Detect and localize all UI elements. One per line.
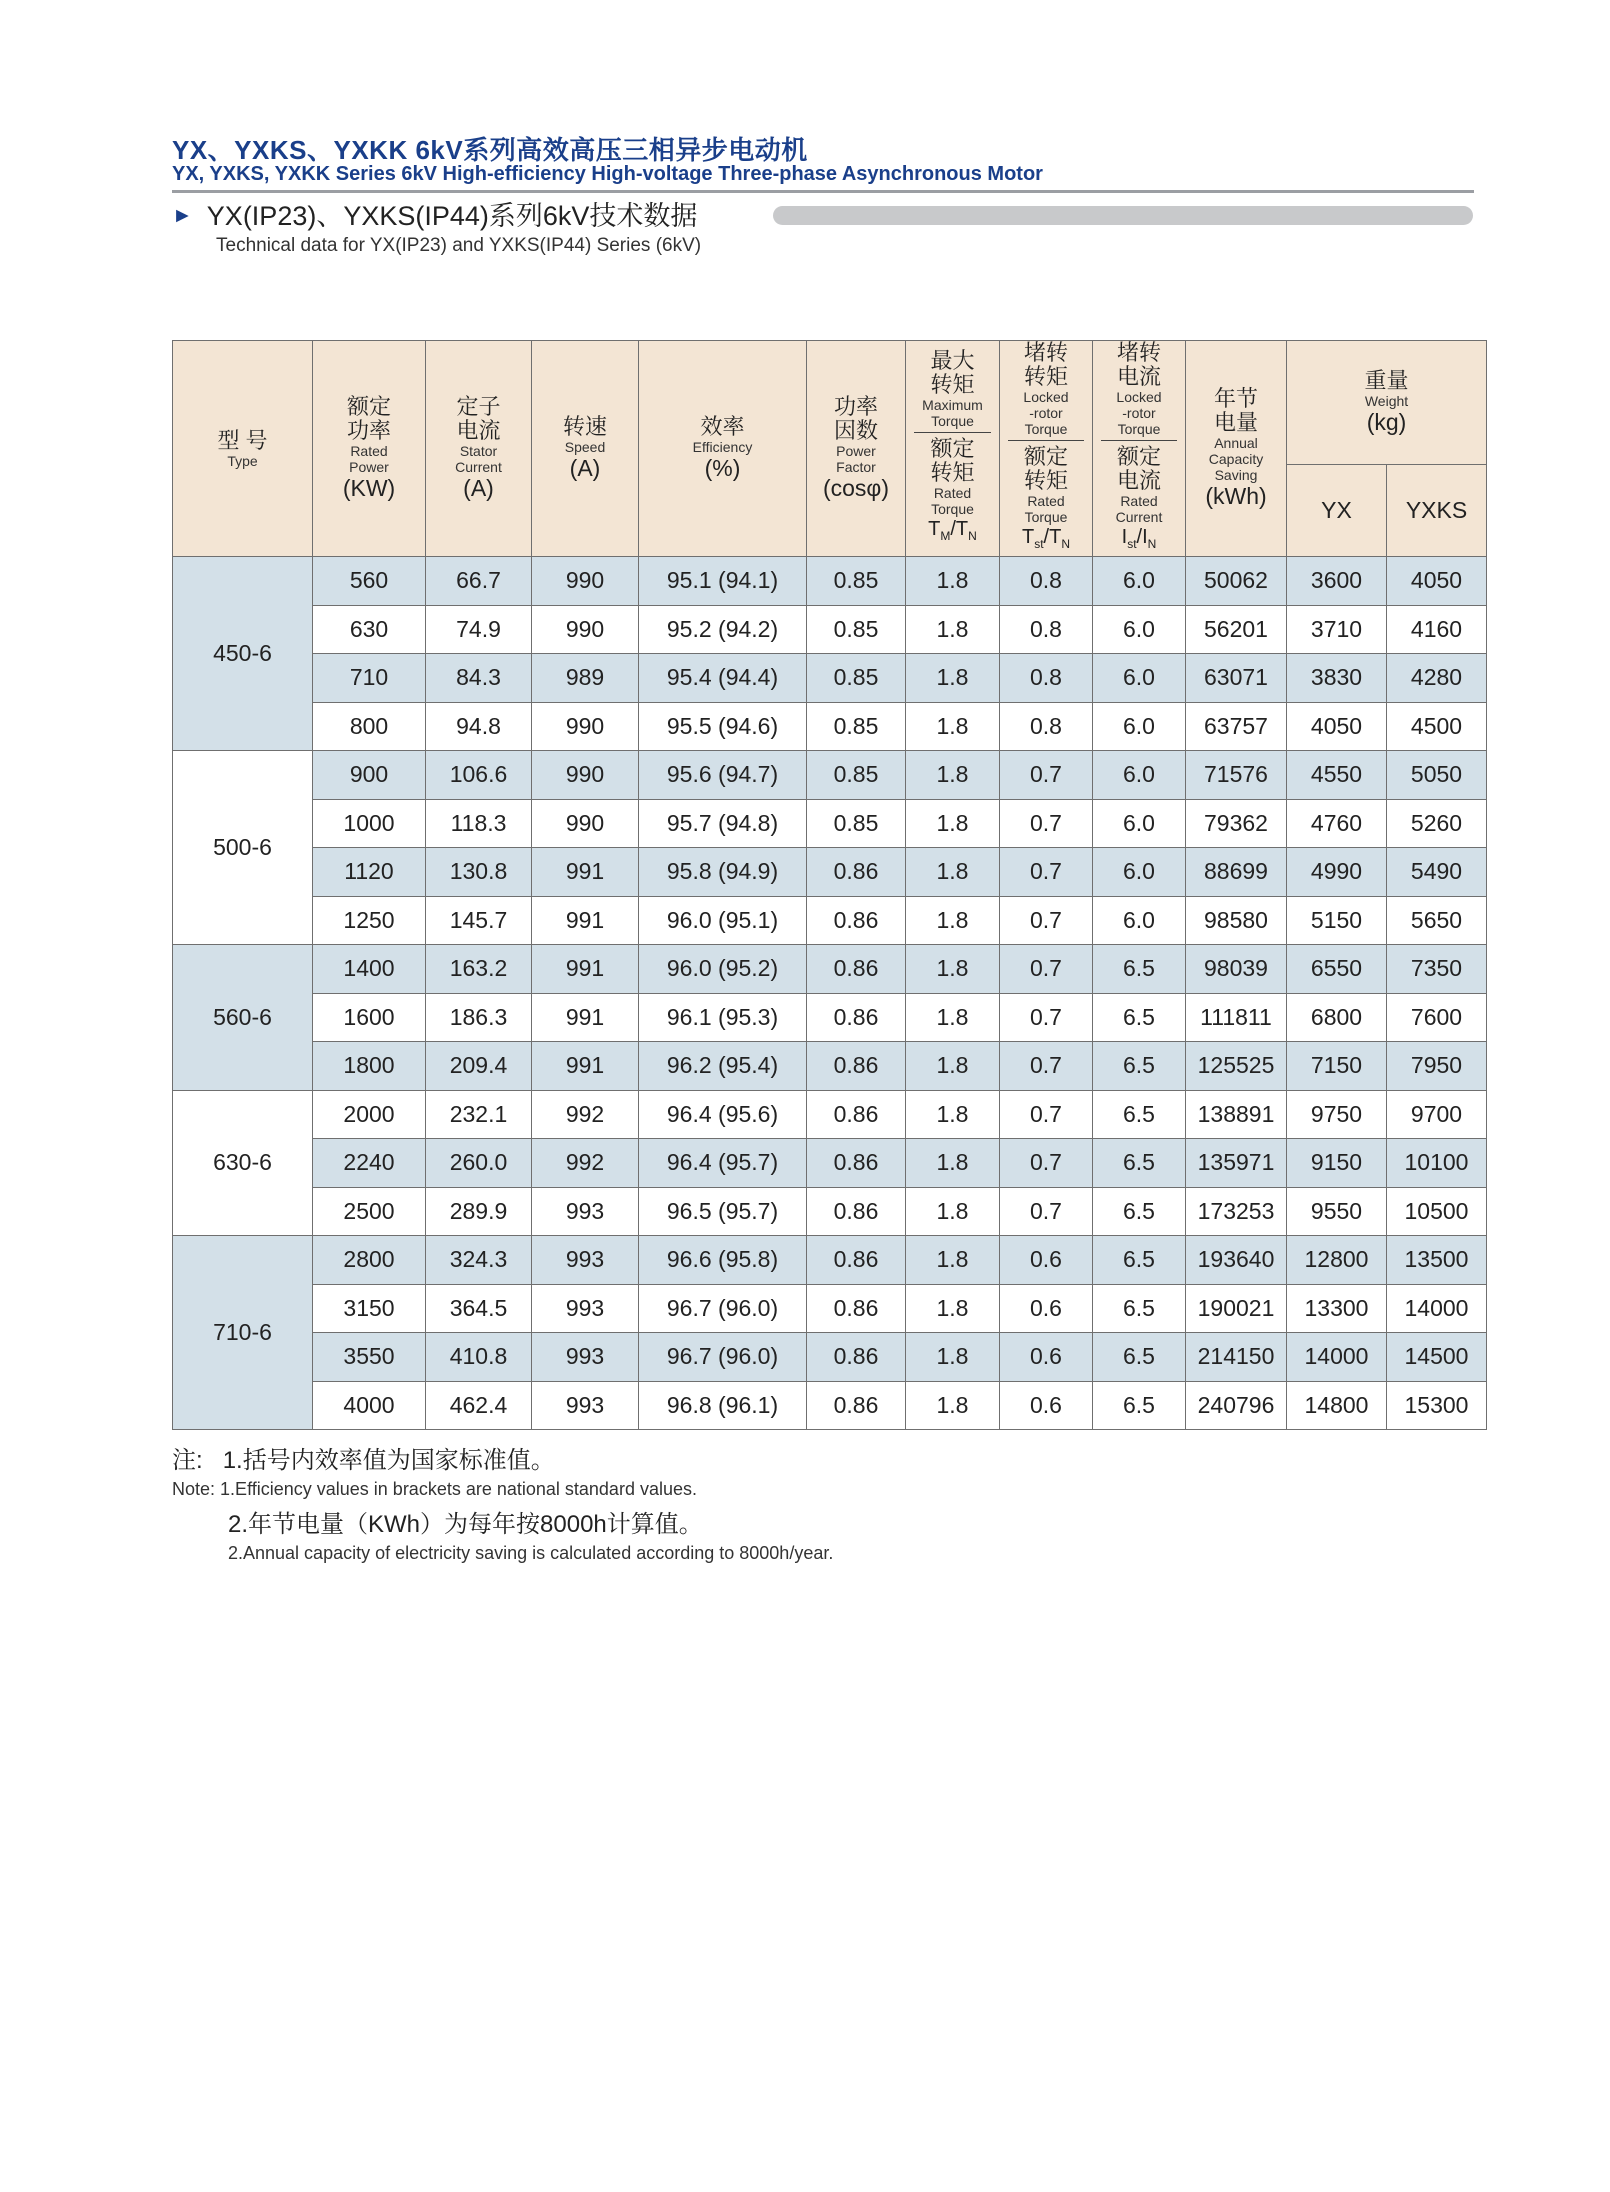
cell-weight-yx: 5150 bbox=[1287, 896, 1387, 945]
table-row bbox=[173, 557, 1487, 606]
cell-locked-torque-ratio: 0.8 bbox=[1000, 557, 1093, 606]
cell-max-torque-ratio: 1.8 bbox=[906, 605, 1000, 654]
cell-power-factor: 0.86 bbox=[807, 848, 906, 897]
cell-weight-yxks: 15300 bbox=[1387, 1381, 1487, 1430]
cell-efficiency: 96.0 (95.1) bbox=[639, 896, 807, 945]
cell-annual-saving: 190021 bbox=[1186, 1284, 1287, 1333]
cell-weight-yx: 7150 bbox=[1287, 1042, 1387, 1091]
cell-stator-current: 209.4 bbox=[426, 1042, 532, 1091]
table-row bbox=[173, 1042, 1487, 1091]
cell-weight-yx: 9550 bbox=[1287, 1187, 1387, 1236]
cell-weight-yxks: 5260 bbox=[1387, 799, 1487, 848]
cell-weight-yxks: 7950 bbox=[1387, 1042, 1487, 1091]
header-locked-torque-ratio: 堵转 转矩 Locked -rotor Torque 额定 转矩 Rated Torque $T_{st}/T_N$ bbox=[1000, 341, 1093, 557]
cell-rated-power: 1600 bbox=[313, 993, 426, 1042]
cell-locked-torque-ratio: 0.6 bbox=[1000, 1284, 1093, 1333]
cell-stator-current: 118.3 bbox=[426, 799, 532, 848]
cell-locked-current-ratio: 6.5 bbox=[1093, 1042, 1186, 1091]
cell-max-torque-ratio: 1.8 bbox=[906, 1381, 1000, 1430]
header-stator-current: 定子 电流 Stator Current (A) bbox=[426, 341, 532, 557]
cell-annual-saving: 88699 bbox=[1186, 848, 1287, 897]
cell-speed: 990 bbox=[532, 751, 639, 800]
cell-stator-current: 145.7 bbox=[426, 896, 532, 945]
cell-locked-current-ratio: 6.0 bbox=[1093, 848, 1186, 897]
cell-locked-torque-ratio: 0.8 bbox=[1000, 702, 1093, 751]
cell-max-torque-ratio: 1.8 bbox=[906, 945, 1000, 994]
cell-weight-yxks: 14000 bbox=[1387, 1284, 1487, 1333]
cell-power-factor: 0.86 bbox=[807, 1139, 906, 1188]
cell-efficiency: 96.0 (95.2) bbox=[639, 945, 807, 994]
header-efficiency: 效率 Efficiency (%) bbox=[639, 341, 807, 557]
cell-locked-current-ratio: 6.0 bbox=[1093, 557, 1186, 606]
cell-weight-yxks: 7600 bbox=[1387, 993, 1487, 1042]
cell-annual-saving: 135971 bbox=[1186, 1139, 1287, 1188]
cell-stator-current: 364.5 bbox=[426, 1284, 532, 1333]
cell-weight-yxks: 5650 bbox=[1387, 896, 1487, 945]
type-cell: 630-6 bbox=[173, 1090, 313, 1236]
cell-annual-saving: 98039 bbox=[1186, 945, 1287, 994]
cell-weight-yxks: 4500 bbox=[1387, 702, 1487, 751]
cell-locked-current-ratio: 6.5 bbox=[1093, 945, 1186, 994]
cell-weight-yx: 4990 bbox=[1287, 848, 1387, 897]
cell-weight-yx: 6800 bbox=[1287, 993, 1387, 1042]
cell-rated-power: 4000 bbox=[313, 1381, 426, 1430]
cell-efficiency: 96.7 (96.0) bbox=[639, 1284, 807, 1333]
table-row bbox=[173, 993, 1487, 1042]
cell-locked-torque-ratio: 0.6 bbox=[1000, 1333, 1093, 1382]
cell-rated-power: 1120 bbox=[313, 848, 426, 897]
cell-locked-torque-ratio: 0.8 bbox=[1000, 605, 1093, 654]
cell-efficiency: 95.1 (94.1) bbox=[639, 557, 807, 606]
cell-power-factor: 0.85 bbox=[807, 605, 906, 654]
cell-efficiency: 96.2 (95.4) bbox=[639, 1042, 807, 1091]
cell-stator-current: 324.3 bbox=[426, 1236, 532, 1285]
cell-weight-yx: 14000 bbox=[1287, 1333, 1387, 1382]
type-cell: 500-6 bbox=[173, 751, 313, 945]
cell-weight-yxks: 7350 bbox=[1387, 945, 1487, 994]
header-type: 型 号 Type bbox=[173, 341, 313, 557]
table-row bbox=[173, 1381, 1487, 1430]
cell-speed: 990 bbox=[532, 557, 639, 606]
cell-annual-saving: 63071 bbox=[1186, 654, 1287, 703]
page-title: YX、YXKS、YXKK 6kV系列高效高压三相异步电动机 bbox=[172, 135, 808, 165]
cell-speed: 991 bbox=[532, 848, 639, 897]
table-row bbox=[173, 945, 1487, 994]
cell-max-torque-ratio: 1.8 bbox=[906, 848, 1000, 897]
cell-weight-yx: 12800 bbox=[1287, 1236, 1387, 1285]
table-row bbox=[173, 1139, 1487, 1188]
cell-weight-yx: 3600 bbox=[1287, 557, 1387, 606]
cell-weight-yx: 6550 bbox=[1287, 945, 1387, 994]
cell-weight-yxks: 4280 bbox=[1387, 654, 1487, 703]
cell-annual-saving: 173253 bbox=[1186, 1187, 1287, 1236]
cell-weight-yx: 9150 bbox=[1287, 1139, 1387, 1188]
table-row bbox=[173, 848, 1487, 897]
cell-rated-power: 3550 bbox=[313, 1333, 426, 1382]
cell-annual-saving: 79362 bbox=[1186, 799, 1287, 848]
cell-efficiency: 96.8 (96.1) bbox=[639, 1381, 807, 1430]
section-heading bbox=[172, 201, 697, 231]
cell-power-factor: 0.85 bbox=[807, 751, 906, 800]
cell-weight-yx: 3830 bbox=[1287, 654, 1387, 703]
table-row bbox=[173, 1284, 1487, 1333]
cell-power-factor: 0.85 bbox=[807, 654, 906, 703]
cell-locked-torque-ratio: 0.7 bbox=[1000, 993, 1093, 1042]
note-2-en: 2.Annual capacity of electricity saving is calculated according to 8000h/year. bbox=[228, 1543, 834, 1563]
cell-locked-torque-ratio: 0.7 bbox=[1000, 1187, 1093, 1236]
cell-max-torque-ratio: 1.8 bbox=[906, 799, 1000, 848]
cell-speed: 990 bbox=[532, 605, 639, 654]
cell-max-torque-ratio: 1.8 bbox=[906, 702, 1000, 751]
cell-max-torque-ratio: 1.8 bbox=[906, 1042, 1000, 1091]
note-1-cn: 注: 1.括号内效率值为国家标准值。 bbox=[172, 1447, 555, 1474]
cell-locked-current-ratio: 6.0 bbox=[1093, 702, 1186, 751]
type-cell: 560-6 bbox=[173, 945, 313, 1091]
notes-section bbox=[172, 1446, 833, 1566]
cell-locked-current-ratio: 6.5 bbox=[1093, 1139, 1186, 1188]
cell-annual-saving: 240796 bbox=[1186, 1381, 1287, 1430]
cell-rated-power: 800 bbox=[313, 702, 426, 751]
cell-efficiency: 96.5 (95.7) bbox=[639, 1187, 807, 1236]
cell-efficiency: 95.7 (94.8) bbox=[639, 799, 807, 848]
cell-power-factor: 0.86 bbox=[807, 993, 906, 1042]
table-row bbox=[173, 1187, 1487, 1236]
cell-annual-saving: 193640 bbox=[1186, 1236, 1287, 1285]
type-cell: 710-6 bbox=[173, 1236, 313, 1430]
type-cell: 450-6 bbox=[173, 557, 313, 751]
cell-weight-yxks: 4160 bbox=[1387, 605, 1487, 654]
cell-stator-current: 289.9 bbox=[426, 1187, 532, 1236]
table-row bbox=[173, 751, 1487, 800]
cell-locked-torque-ratio: 0.7 bbox=[1000, 751, 1093, 800]
cell-efficiency: 95.8 (94.9) bbox=[639, 848, 807, 897]
cell-annual-saving: 125525 bbox=[1186, 1042, 1287, 1091]
cell-power-factor: 0.86 bbox=[807, 1090, 906, 1139]
cell-locked-torque-ratio: 0.7 bbox=[1000, 1139, 1093, 1188]
cell-speed: 993 bbox=[532, 1381, 639, 1430]
cell-weight-yx: 3710 bbox=[1287, 605, 1387, 654]
cell-efficiency: 95.2 (94.2) bbox=[639, 605, 807, 654]
cell-power-factor: 0.86 bbox=[807, 945, 906, 994]
cell-efficiency: 96.7 (96.0) bbox=[639, 1333, 807, 1382]
cell-speed: 991 bbox=[532, 993, 639, 1042]
table-row bbox=[173, 1090, 1487, 1139]
table-row bbox=[173, 1236, 1487, 1285]
cell-stator-current: 462.4 bbox=[426, 1381, 532, 1430]
cell-annual-saving: 63757 bbox=[1186, 702, 1287, 751]
cell-speed: 993 bbox=[532, 1284, 639, 1333]
cell-power-factor: 0.86 bbox=[807, 1187, 906, 1236]
cell-stator-current: 106.6 bbox=[426, 751, 532, 800]
cell-rated-power: 2800 bbox=[313, 1236, 426, 1285]
cell-speed: 990 bbox=[532, 702, 639, 751]
cell-weight-yxks: 4050 bbox=[1387, 557, 1487, 606]
header-annual-saving: 年节 电量 Annual Capacity Saving (kWh) bbox=[1186, 341, 1287, 557]
table-row bbox=[173, 605, 1487, 654]
cell-power-factor: 0.86 bbox=[807, 1333, 906, 1382]
cell-rated-power: 3150 bbox=[313, 1284, 426, 1333]
section-decor-bar bbox=[773, 206, 1473, 225]
cell-efficiency: 95.5 (94.6) bbox=[639, 702, 807, 751]
cell-rated-power: 900 bbox=[313, 751, 426, 800]
cell-weight-yxks: 14500 bbox=[1387, 1333, 1487, 1382]
cell-weight-yx: 4050 bbox=[1287, 702, 1387, 751]
cell-annual-saving: 98580 bbox=[1186, 896, 1287, 945]
cell-locked-current-ratio: 6.5 bbox=[1093, 1284, 1186, 1333]
cell-locked-torque-ratio: 0.7 bbox=[1000, 896, 1093, 945]
cell-locked-torque-ratio: 0.7 bbox=[1000, 1042, 1093, 1091]
cell-power-factor: 0.86 bbox=[807, 1381, 906, 1430]
cell-speed: 990 bbox=[532, 799, 639, 848]
cell-rated-power: 710 bbox=[313, 654, 426, 703]
cell-locked-torque-ratio: 0.7 bbox=[1000, 799, 1093, 848]
cell-stator-current: 84.3 bbox=[426, 654, 532, 703]
cell-power-factor: 0.86 bbox=[807, 1236, 906, 1285]
cell-power-factor: 0.86 bbox=[807, 896, 906, 945]
cell-annual-saving: 138891 bbox=[1186, 1090, 1287, 1139]
cell-locked-current-ratio: 6.0 bbox=[1093, 896, 1186, 945]
cell-power-factor: 0.86 bbox=[807, 1284, 906, 1333]
cell-locked-current-ratio: 6.5 bbox=[1093, 1236, 1186, 1285]
cell-efficiency: 95.6 (94.7) bbox=[639, 751, 807, 800]
cell-weight-yx: 4760 bbox=[1287, 799, 1387, 848]
cell-max-torque-ratio: 1.8 bbox=[906, 1187, 1000, 1236]
cell-locked-torque-ratio: 0.7 bbox=[1000, 848, 1093, 897]
cell-stator-current: 410.8 bbox=[426, 1333, 532, 1382]
cell-locked-torque-ratio: 0.6 bbox=[1000, 1381, 1093, 1430]
note-2-cn: 2.年节电量（KWh）为每年按8000h计算值。 bbox=[228, 1511, 703, 1538]
cell-locked-current-ratio: 6.0 bbox=[1093, 799, 1186, 848]
cell-rated-power: 560 bbox=[313, 557, 426, 606]
cell-speed: 993 bbox=[532, 1236, 639, 1285]
cell-locked-torque-ratio: 0.7 bbox=[1000, 945, 1093, 994]
cell-locked-current-ratio: 6.5 bbox=[1093, 1187, 1186, 1236]
table-row bbox=[173, 799, 1487, 848]
cell-annual-saving: 71576 bbox=[1186, 751, 1287, 800]
cell-weight-yx: 13300 bbox=[1287, 1284, 1387, 1333]
cell-rated-power: 630 bbox=[313, 605, 426, 654]
cell-speed: 993 bbox=[532, 1333, 639, 1382]
cell-weight-yxks: 13500 bbox=[1387, 1236, 1487, 1285]
cell-speed: 991 bbox=[532, 945, 639, 994]
cell-locked-torque-ratio: 0.6 bbox=[1000, 1236, 1093, 1285]
cell-rated-power: 1400 bbox=[313, 945, 426, 994]
section-title: YX(IP23)、YXKS(IP44)系列6kV技术数据 bbox=[206, 201, 698, 231]
cell-annual-saving: 111811 bbox=[1186, 993, 1287, 1042]
cell-rated-power: 1250 bbox=[313, 896, 426, 945]
cell-speed: 992 bbox=[532, 1090, 639, 1139]
cell-weight-yx: 14800 bbox=[1287, 1381, 1387, 1430]
title-divider bbox=[172, 190, 1474, 193]
cell-weight-yxks: 10500 bbox=[1387, 1187, 1487, 1236]
cell-speed: 989 bbox=[532, 654, 639, 703]
cell-weight-yxks: 10100 bbox=[1387, 1139, 1487, 1188]
cell-locked-torque-ratio: 0.8 bbox=[1000, 654, 1093, 703]
cell-stator-current: 74.9 bbox=[426, 605, 532, 654]
header-rated-power: 额定 功率 Rated Power (KW) bbox=[313, 341, 426, 557]
cell-stator-current: 186.3 bbox=[426, 993, 532, 1042]
cell-speed: 991 bbox=[532, 1042, 639, 1091]
cell-locked-torque-ratio: 0.7 bbox=[1000, 1090, 1093, 1139]
header-power-factor: 功率 因数 Power Factor (cosφ) bbox=[807, 341, 906, 557]
cell-locked-current-ratio: 6.5 bbox=[1093, 993, 1186, 1042]
header-locked-current-ratio: 堵转 电流 Locked -rotor Torque 额定 电流 Rated Current $I_{st}/I_N$ bbox=[1093, 341, 1186, 557]
cell-locked-current-ratio: 6.0 bbox=[1093, 654, 1186, 703]
cell-power-factor: 0.85 bbox=[807, 557, 906, 606]
cell-locked-current-ratio: 6.5 bbox=[1093, 1381, 1186, 1430]
cell-rated-power: 1000 bbox=[313, 799, 426, 848]
cell-max-torque-ratio: 1.8 bbox=[906, 1333, 1000, 1382]
section-subtitle: Technical data for YX(IP23) and YXKS(IP44) Series (6kV) bbox=[216, 235, 702, 256]
cell-efficiency: 96.4 (95.6) bbox=[639, 1090, 807, 1139]
header-speed: 转速 Speed (A) bbox=[532, 341, 639, 557]
cell-weight-yx: 4550 bbox=[1287, 751, 1387, 800]
cell-weight-yxks: 5490 bbox=[1387, 848, 1487, 897]
cell-stator-current: 232.1 bbox=[426, 1090, 532, 1139]
cell-weight-yx: 9750 bbox=[1287, 1090, 1387, 1139]
cell-annual-saving: 56201 bbox=[1186, 605, 1287, 654]
cell-locked-current-ratio: 6.0 bbox=[1093, 751, 1186, 800]
cell-efficiency: 96.4 (95.7) bbox=[639, 1139, 807, 1188]
cell-stator-current: 260.0 bbox=[426, 1139, 532, 1188]
triangle-arrow-icon: ► bbox=[172, 204, 193, 227]
cell-locked-current-ratio: 6.5 bbox=[1093, 1090, 1186, 1139]
header-max-torque-ratio: 最大 转矩 Maximum Torque 额定 转矩 Rated Torque $T_M/T_N$ bbox=[906, 341, 1000, 557]
cell-max-torque-ratio: 1.8 bbox=[906, 896, 1000, 945]
page-subtitle: YX, YXKS, YXKK Series 6kV High-efficiency High-voltage Three-phase Asynchronous Motor bbox=[172, 163, 1043, 185]
cell-speed: 991 bbox=[532, 896, 639, 945]
technical-data-table bbox=[172, 340, 1487, 1430]
cell-max-torque-ratio: 1.8 bbox=[906, 1139, 1000, 1188]
cell-speed: 992 bbox=[532, 1139, 639, 1188]
table-row bbox=[173, 654, 1487, 703]
cell-rated-power: 2240 bbox=[313, 1139, 426, 1188]
cell-max-torque-ratio: 1.8 bbox=[906, 751, 1000, 800]
header-weight-yx: YX bbox=[1287, 464, 1387, 556]
cell-power-factor: 0.86 bbox=[807, 1042, 906, 1091]
cell-power-factor: 0.85 bbox=[807, 799, 906, 848]
cell-stator-current: 163.2 bbox=[426, 945, 532, 994]
cell-efficiency: 96.1 (95.3) bbox=[639, 993, 807, 1042]
cell-rated-power: 2500 bbox=[313, 1187, 426, 1236]
cell-stator-current: 66.7 bbox=[426, 557, 532, 606]
cell-max-torque-ratio: 1.8 bbox=[906, 1284, 1000, 1333]
table-row bbox=[173, 702, 1487, 751]
cell-power-factor: 0.85 bbox=[807, 702, 906, 751]
cell-weight-yxks: 5050 bbox=[1387, 751, 1487, 800]
cell-annual-saving: 214150 bbox=[1186, 1333, 1287, 1382]
cell-max-torque-ratio: 1.8 bbox=[906, 654, 1000, 703]
cell-efficiency: 96.6 (95.8) bbox=[639, 1236, 807, 1285]
note-1-en: Note: 1.Efficiency values in brackets are national standard values. bbox=[172, 1479, 697, 1499]
table-row bbox=[173, 1333, 1487, 1382]
cell-stator-current: 94.8 bbox=[426, 702, 532, 751]
cell-speed: 993 bbox=[532, 1187, 639, 1236]
cell-max-torque-ratio: 1.8 bbox=[906, 1236, 1000, 1285]
cell-weight-yxks: 9700 bbox=[1387, 1090, 1487, 1139]
cell-stator-current: 130.8 bbox=[426, 848, 532, 897]
cell-max-torque-ratio: 1.8 bbox=[906, 1090, 1000, 1139]
cell-max-torque-ratio: 1.8 bbox=[906, 993, 1000, 1042]
header-weight: 重量 Weight (kg) bbox=[1287, 341, 1487, 465]
cell-efficiency: 95.4 (94.4) bbox=[639, 654, 807, 703]
cell-annual-saving: 50062 bbox=[1186, 557, 1287, 606]
table-row bbox=[173, 896, 1487, 945]
cell-max-torque-ratio: 1.8 bbox=[906, 557, 1000, 606]
cell-rated-power: 1800 bbox=[313, 1042, 426, 1091]
header-weight-yxks: YXKS bbox=[1387, 464, 1487, 556]
cell-rated-power: 2000 bbox=[313, 1090, 426, 1139]
cell-locked-current-ratio: 6.0 bbox=[1093, 605, 1186, 654]
cell-locked-current-ratio: 6.5 bbox=[1093, 1333, 1186, 1382]
